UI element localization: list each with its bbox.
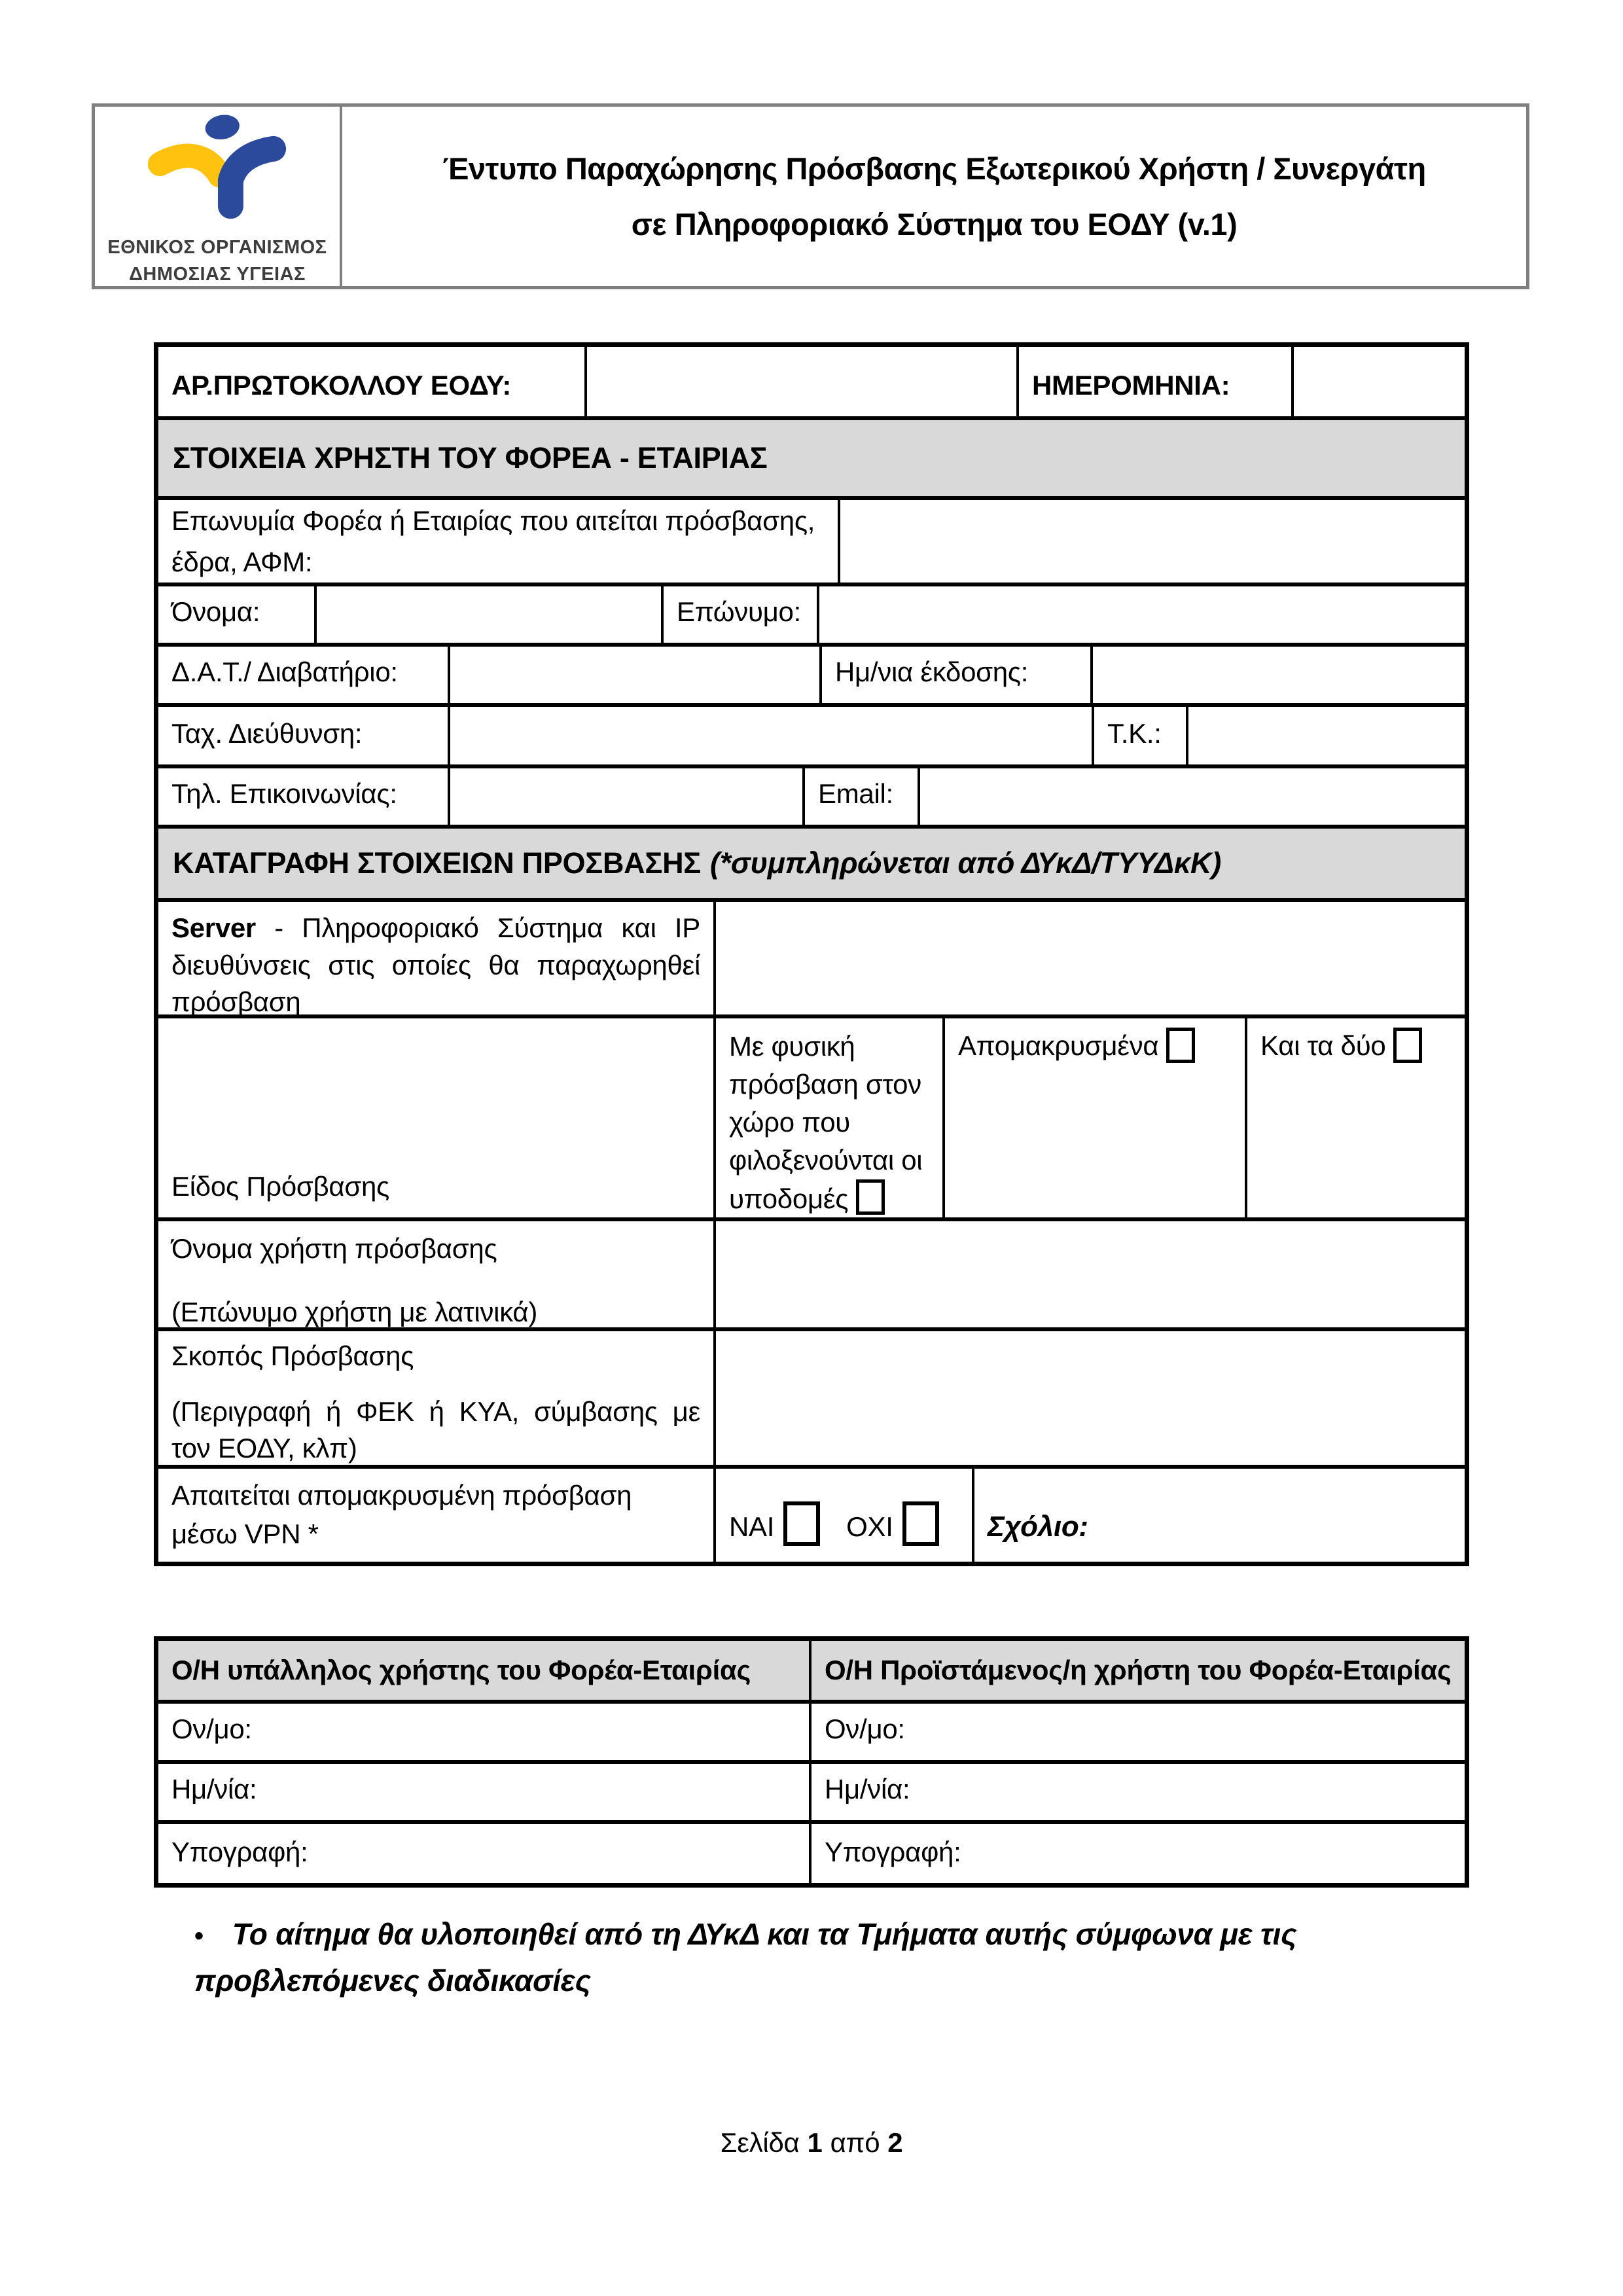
company-label: Επωνυμία Φορέα ή Εταιρίας που αιτείται πρόσβασης, έδρα, ΑΦΜ: — [158, 500, 840, 583]
access-physical-option — [716, 1018, 945, 1217]
footer-of-word: από — [830, 2127, 880, 2158]
purpose-input[interactable] — [716, 1331, 1465, 1465]
server-row — [158, 902, 1465, 1018]
supervisor-name-label: Ον/μο: — [825, 1713, 905, 1745]
footer-total-pages: 2 — [887, 2127, 903, 2158]
last-name-input[interactable] — [819, 586, 1465, 643]
access-both-option — [1247, 1018, 1465, 1217]
access-both-label: Και τα δύο — [1260, 1030, 1386, 1061]
signatures-table — [154, 1636, 1469, 1888]
purpose-label: Σκοπός Πρόσβασης — [171, 1340, 414, 1371]
id-label: Δ.Α.Τ./ Διαβατήριο: — [158, 647, 450, 703]
issue-date-label: Ημ/νια έκδοσης: — [822, 647, 1093, 703]
server-label — [158, 902, 716, 1018]
page-footer — [154, 2127, 1469, 2159]
employee-date-label: Ημ/νία: — [158, 1764, 812, 1820]
spacer — [171, 1268, 700, 1294]
vpn-yes-label: ΝΑΙ — [729, 1511, 775, 1543]
date-input[interactable] — [1294, 347, 1465, 416]
document-title-line2: σε Πληροφοριακό Σύστημα του ΕΟΔΥ (v.1) — [631, 207, 1238, 242]
eody-logo-icon — [119, 109, 315, 234]
document-header — [92, 103, 1529, 289]
vpn-label: Απαιτείται απομακρυσμένη πρόσβαση μέσω VPN * — [158, 1469, 716, 1562]
signature-date-row — [158, 1764, 1465, 1824]
username-row — [158, 1221, 1465, 1331]
document-title-line1: Έντυπο Παραχώρησης Πρόσβασης Εξωτερικού Χρήστη / Συνεργάτη — [442, 151, 1426, 186]
section1-title: ΣΤΟΙΧΕΙΑ ΧΡΗΣΤΗ ΤΟΥ ΦΟΡΕΑ - ΕΤΑΙΡΙΑΣ — [173, 440, 768, 475]
section1-header-row — [158, 420, 1465, 500]
document-title — [342, 107, 1526, 286]
email-label: Email: — [805, 768, 920, 825]
access-type-row — [158, 1018, 1465, 1221]
postcode-label: Τ.Κ.: — [1094, 707, 1188, 764]
access-remote-label: Απομακρυσμένα — [958, 1030, 1159, 1061]
section2-title-note: (*συμπληρώνεται από ΔΥκΔ/ΤΥΥΔκΚ) — [709, 846, 1221, 880]
username-label: Όνομα χρήστη πρόσβασης — [171, 1233, 497, 1264]
main-form-table — [154, 342, 1469, 1566]
footer-prefix: Σελίδα — [720, 2127, 800, 2158]
bullet-icon: • — [194, 1922, 204, 1950]
phone-input[interactable] — [450, 768, 805, 825]
phone-label: Τηλ. Επικοινωνίας: — [158, 768, 450, 825]
first-name-input[interactable] — [317, 586, 664, 643]
protocol-date-row — [158, 347, 1465, 420]
employee-signature-label: Υπογραφή: — [158, 1824, 812, 1883]
access-remote-checkbox[interactable] — [1166, 1028, 1195, 1063]
postcode-input[interactable] — [1188, 707, 1465, 764]
spacer — [171, 1375, 700, 1393]
section2-header-row — [158, 829, 1465, 902]
section2-title — [158, 829, 1465, 898]
vpn-comment-label: Σχόλιο: — [988, 1510, 1088, 1543]
footer-page-number: 1 — [807, 2127, 823, 2158]
employee-name-label: Ον/μο: — [158, 1704, 812, 1760]
note-text: Το αίτημα θα υλοποιηθεί από τη ΔΥκΔ και τα Τμήματα αυτής σύμφωνα με τις προβλεπόμενες διαδικασίες — [194, 1917, 1297, 1998]
purpose-note: (Περιγραφή ή ΦΕΚ ή ΚΥΑ, σύμβασης με τον ΕΟΔΥ, κλπ) — [171, 1395, 700, 1464]
protocol-label: ΑΡ.ΠΡΩΤΟΚΟΛΛΟΥ ΕΟΔΥ: — [158, 347, 587, 416]
vpn-yes-checkbox[interactable] — [783, 1501, 820, 1546]
address-label: Ταχ. Διεύθυνση: — [158, 707, 450, 764]
vpn-row — [158, 1469, 1465, 1562]
server-label-bold: Server — [171, 912, 256, 943]
first-name-label: Όνομα: — [158, 586, 317, 643]
supervisor-signature-label: Υπογραφή: — [825, 1837, 961, 1868]
access-remote-option — [945, 1018, 1247, 1217]
supervisor-date-label: Ημ/νία: — [825, 1774, 910, 1805]
company-input[interactable] — [840, 500, 1465, 583]
purpose-row — [158, 1331, 1465, 1469]
contact-row — [158, 768, 1465, 829]
username-cell — [158, 1221, 716, 1327]
signature-name-row — [158, 1704, 1465, 1764]
vpn-options — [716, 1469, 974, 1562]
last-name-label: Επώνυμο: — [664, 586, 819, 643]
logo-cell — [95, 107, 342, 286]
purpose-cell — [158, 1331, 716, 1465]
server-label-rest: - Πληροφοριακό Σύστημα και IP διευθύνσεις στις οποίες θα παραχωρηθεί πρόσβαση — [171, 912, 700, 1018]
protocol-input[interactable] — [587, 347, 1019, 416]
signatures-header-row — [158, 1641, 1465, 1704]
address-row — [158, 707, 1465, 768]
access-physical-label: Με φυσική πρόσβαση στον χώρο που φιλοξενούνται οι υποδομές — [729, 1031, 923, 1214]
name-row — [158, 586, 1465, 647]
section2-title-main: ΚΑΤΑΓΡΑΦΗ ΣΤΟΙΧΕΙΩΝ ΠΡΟΣΒΑΣΗΣ — [173, 846, 701, 880]
vpn-no-label: ΟΧΙ — [846, 1511, 893, 1543]
access-type-label: Είδος Πρόσβασης — [158, 1018, 716, 1217]
issue-date-input[interactable] — [1093, 647, 1465, 703]
signature-sign-row — [158, 1824, 1465, 1883]
supervisor-header: Ο/Η Προϊστάμενος/η χρήστη του Φορέα-Εταιρίας — [825, 1654, 1452, 1685]
org-name-line2: ΔΗΜΟΣΙΑΣ ΥΓΕΙΑΣ — [129, 264, 306, 285]
vpn-no-checkbox[interactable] — [902, 1501, 939, 1546]
server-input[interactable] — [716, 902, 1465, 1014]
username-note: (Επώνυμο χρήστη με λατινικά) — [171, 1296, 538, 1327]
access-physical-checkbox[interactable] — [856, 1179, 885, 1215]
id-row — [158, 647, 1465, 707]
access-both-checkbox[interactable] — [1393, 1028, 1422, 1063]
implementation-note — [154, 1911, 1469, 2005]
email-input[interactable] — [920, 768, 1465, 825]
org-name-line1: ΕΘΝΙΚΟΣ ΟΡΓΑΝΙΣΜΟΣ — [107, 236, 327, 258]
address-input[interactable] — [450, 707, 1094, 764]
id-input[interactable] — [450, 647, 822, 703]
company-row — [158, 500, 1465, 586]
date-label: ΗΜΕΡΟΜΗΝΙΑ: — [1019, 347, 1294, 416]
employee-header: Ο/Η υπάλληλος χρήστης του Φορέα-Εταιρίας — [158, 1641, 812, 1700]
username-input[interactable] — [716, 1221, 1465, 1327]
